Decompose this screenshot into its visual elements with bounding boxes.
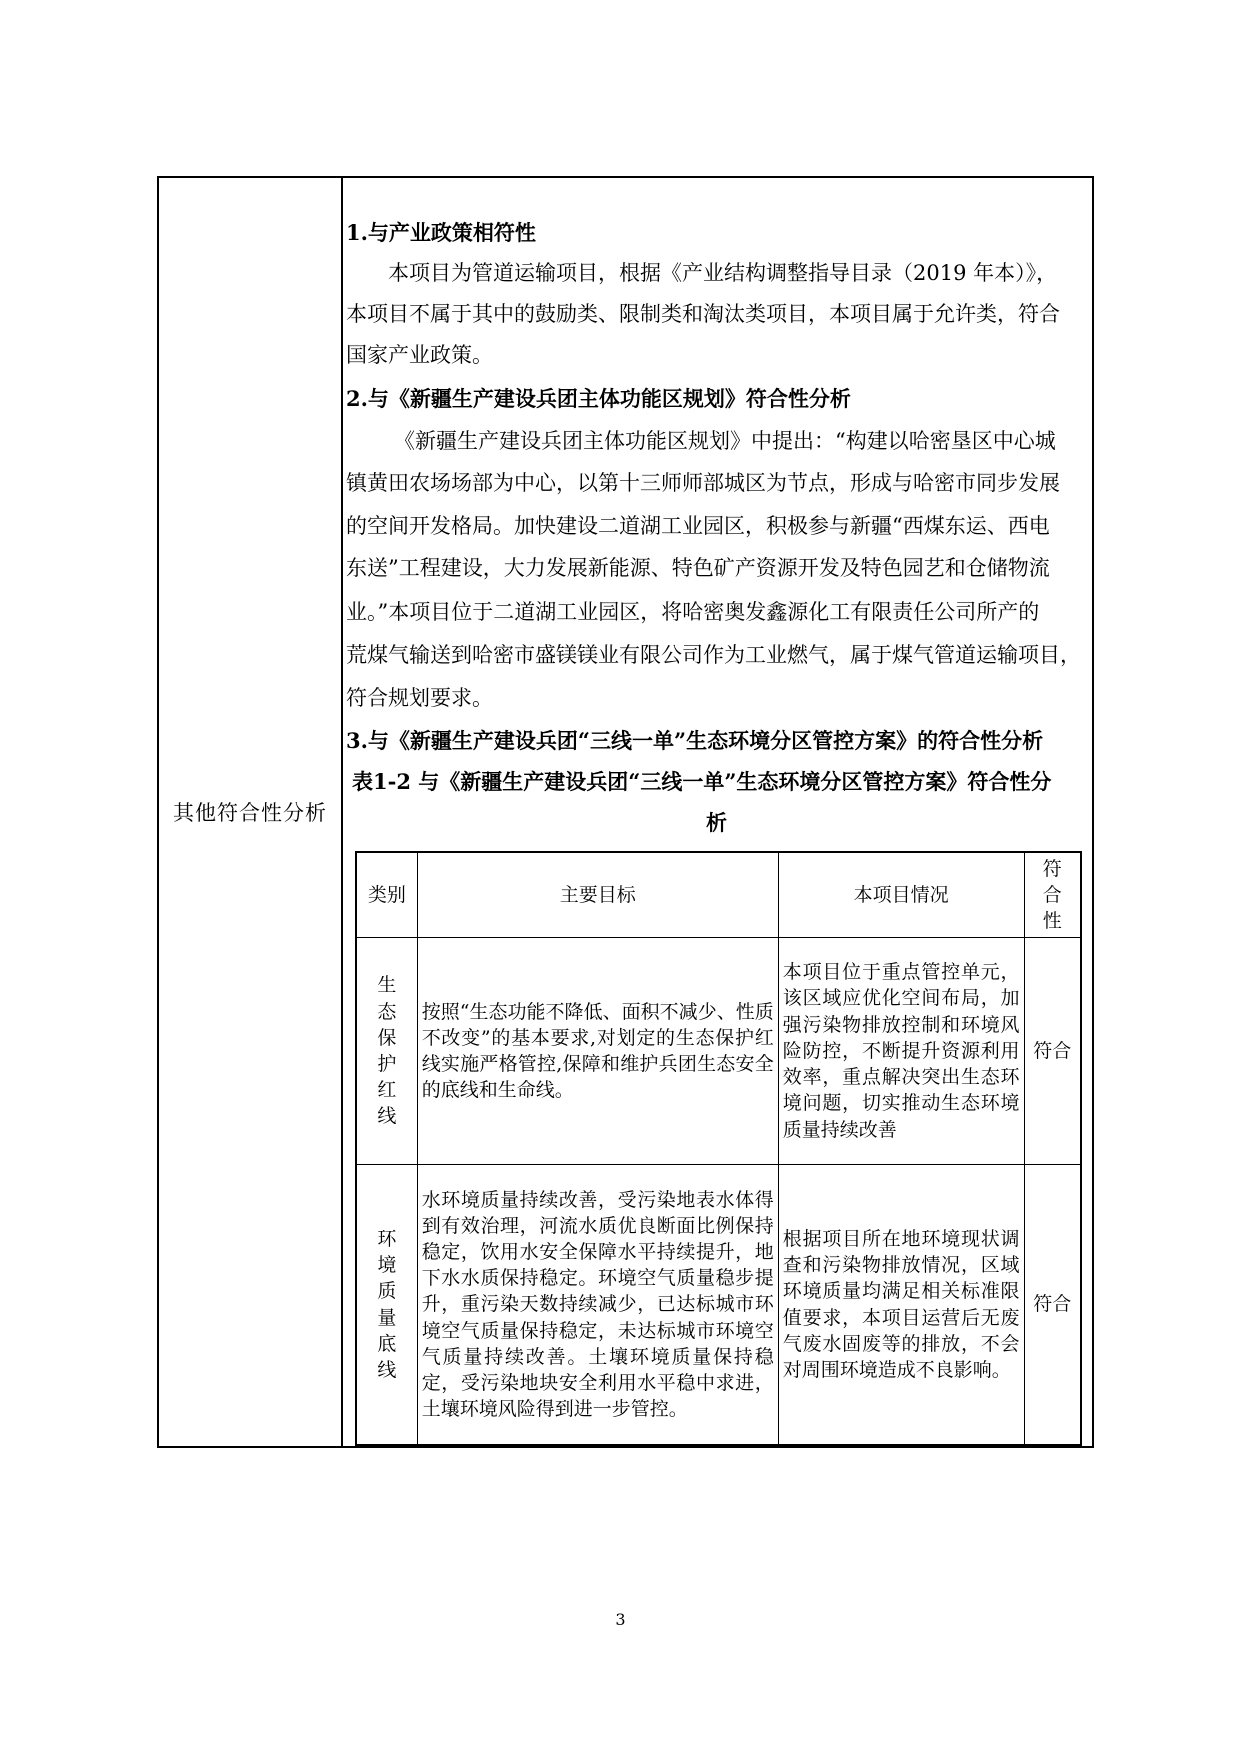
table-caption-cont: 析 — [706, 810, 727, 835]
header-project: 本项目情况 — [778, 853, 1024, 938]
header-conformity: 符合性 — [1024, 853, 1080, 938]
s2-line: 的空间开发格局。加快建设二道湖工业园区，积极参与新疆“西煤东运、西电 — [346, 514, 1050, 538]
s2-line: 业。”本项目位于二道湖工业园区，将哈密奥发鑫源化工有限责任公司所产的 — [346, 600, 1040, 624]
row-project: 根据项目所在地环境现状调查和污染物排放情况，区域环境质量均满足相关标准限值要求，本项目运营后无废气废水固废等的排放，不会对周围环境造成不良影响。 — [778, 1165, 1024, 1445]
s1-line: 国家产业政策。 — [346, 343, 493, 367]
row-conformity: 符合 — [1024, 938, 1080, 1165]
left-category-cell — [159, 178, 343, 1446]
s2-line: 《新疆生产建设兵团主体功能区规划》中提出：“构建以哈密垦区中心城 — [394, 429, 1056, 453]
s2-line: 东送”工程建设，大力发展新能源、特色矿产资源开发及特色园艺和仓储物流 — [346, 556, 1050, 580]
row-goal: 按照“生态功能不降低、面积不减少、性质不改变”的基本要求,对划定的生态保护红线实施严格管控,保障和维护兵团生态安全的底线和生命线。 — [417, 938, 778, 1165]
section-2-title: 2.与《新疆生产建设兵团主体功能区规划》符合性分析 — [346, 386, 851, 411]
row-project: 本项目位于重点管控单元，该区域应优化空间布局，加强污染物排放控制和环境风险防控，不断提升资源利用效率，重点解决突出生态环境问题，切实推动生态环境质量持续改善 — [778, 938, 1024, 1165]
table-header-row — [357, 853, 1081, 938]
row-category: 环境质量底线 — [357, 1165, 418, 1445]
left-category-label: 其他符合性分析 — [173, 801, 327, 825]
table-caption: 表1-2 与《新疆生产建设兵团“三线一单”生态环境分区管控方案》符合性分 — [352, 769, 1052, 794]
s2-line: 镇黄田农场场部为中心，以第十三师师部城区为节点，形成与哈密市同步发展 — [346, 471, 1060, 495]
row-conformity: 符合 — [1024, 1165, 1080, 1445]
s1-line: 本项目为管道运输项目，根据《产业结构调整指导目录（2019 年本）》， — [388, 261, 1058, 285]
s1-line: 本项目不属于其中的鼓励类、限制类和淘汰类项目，本项目属于允许类，符合 — [346, 302, 1060, 326]
section-3-title: 3.与《新疆生产建设兵团“三线一单”生态环境分区管控方案》的符合性分析 — [346, 728, 1044, 753]
table-row — [357, 938, 1081, 1165]
row-category: 生态保护红线 — [357, 938, 418, 1165]
compliance-table — [355, 851, 1082, 1446]
header-goal: 主要目标 — [417, 853, 778, 938]
row-goal: 水环境质量持续改善，受污染地表水体得到有效治理，河流水质优良断面比例保持稳定，饮用水安全保障水平持续提升，地下水水质保持稳定。环境空气质量稳步提升，重污染天数持续减少，已达标城市环境空气质量保持稳定，未达标城市环境空气质量持续改善。土壤环境质量保持稳定，受污染地块安全利用水平稳中求进，土壤环境风险得到进一步管控。 — [417, 1165, 778, 1445]
section-1-title: 1.与产业政策相符性 — [346, 220, 536, 245]
header-category: 类别 — [357, 853, 418, 938]
page-number: 3 — [615, 1610, 626, 1629]
s2-line: 符合规划要求。 — [346, 686, 493, 710]
s2-line: 荒煤气输送到哈密市盛镁镁业有限公司作为工业燃气，属于煤气管道运输项目， — [346, 643, 1081, 667]
table-row — [357, 1165, 1081, 1445]
